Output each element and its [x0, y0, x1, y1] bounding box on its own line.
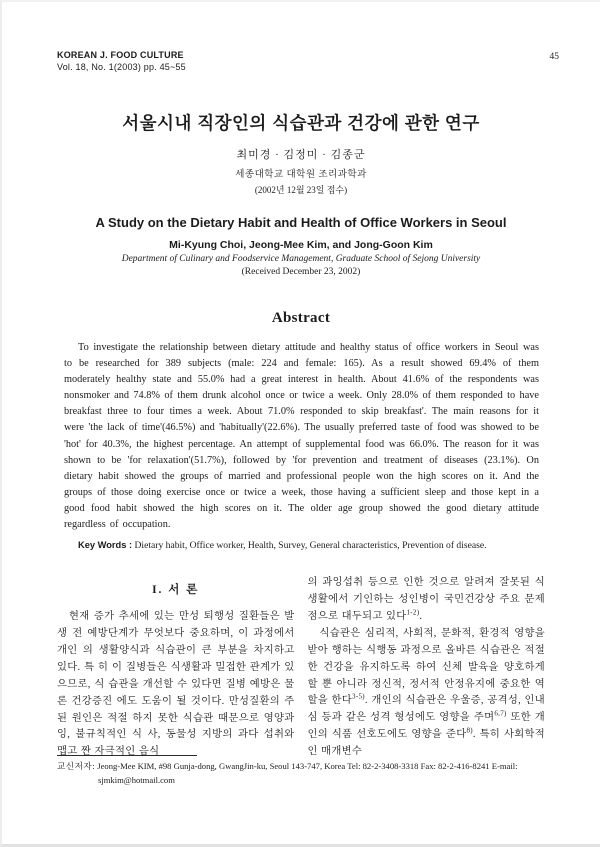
authors-korean: 최미경 · 김정미 · 김종군: [236, 149, 366, 161]
section-heading-introduction: I. 서 론: [152, 584, 200, 597]
page-number: 45: [549, 52, 559, 62]
introduction-paragraph-right-2: 식습관은 심리적, 사회적, 문화적, 환경적 영향을 받아 행하는 식행동 과정으로 올바른 식습관은 적절한 건강을 유지하도록 하여 신체 발육을 양호하게 할 뿐 아니라 정신적, 정서적 안정유지에 중요한 역할을 한다$^{3-5)}$. 개인의 식습관은 우울증, 공격성, 인내심 등과 같은 성격 형성에도 영향을 주며$^{6,7)}$ 또한 개인의 식품 선호도에도 영향을 준다$^{8)}$. 특히 사회학적인 매개변수: [307, 627, 545, 758]
corresponding-author-details: Jeong-Mee KIM, #98 Gunja-dong, GwangJin-ku, Seoul 143-747, Korea Tel: 82-2-3408-3318 Fax: 82-2-416-8241 E-mail: sjmkim@hotmail.com: [95, 761, 518, 785]
journal-header: [57, 50, 559, 72]
abstract-text: To investigate the relationship between dietary attitude and healthy status of office workers in Seoul was to be researched for 389 subjects (male: 224 and female: 165). As a result showed 69.4% of them moderately healthy state and 55.0% had a great interest in health. About 41.6% of the respondents was nonsmoker and 74.8% of them drunk alcohol once or twice a week. Only 28.0% of them responded to have breakfast three to four times a week. About 71.0% responded to skip breakfast'. The main reasons for it were 'the lack of time'(46.5%) and 'habitually'(22.6%). The usually preferred taste of food was showed to be 'hot' for 40.3%, the highest percentage. An attempt of supplemental food was 66.0%. The reason for it was shown to be 'for relaxation'(51.7%), followed by 'for prevention and treatment of diseases (23.1%). On dietary habit showed the groups of married and professional people won the high scores on it. And the groups of those doing exercise once or twice a week, those having a sufficient sleep and those kept in a good food habit showed the high scores on it. The older age group showed the good dietary attitude regardless of occupation.: [64, 342, 539, 531]
keywords-label: Key Words :: [78, 540, 133, 551]
corresponding-author-label: 교신저자:: [57, 761, 96, 771]
keywords-line: [64, 540, 539, 551]
keywords-text: Dietary habit, Office worker, Health, Survey, General characteristics, Prevention of disease.: [134, 540, 487, 552]
received-date-english: (Received December 23, 2002): [241, 267, 361, 277]
right-column: [308, 575, 546, 761]
introduction-paragraph-right-1: 의 과잉섭취 등으로 인한 것으로 알려져 잘못된 식생활에서 기인하는 성인병이 국민건강상 주요 문제점으로 대두되고 있다$^{1-2)}$.: [307, 577, 545, 622]
introduction-paragraph-left: 현재 증가 추세에 있는 만성 퇴행성 질환들은 발생 전 예방단계가 무엇보다 중요하며, 이 과정에서 개인 의 생활양식과 식습관이 큰 부분을 차지하고 있다. 특 히 이 질병들은 식생활과 밀접한 관계가 있으므로, 식 습관을 개선할 수 있다면 질병 예방은 물론 건강증진 에도 도움이 될 것이다. 만성질환의 주된 원인은 적절 하지 못한 식습관 때문으로 영양과잉, 불규칙적인 식 사, 동물성 지방의 과다 섭취와 맵고 짠 자극적인 음식: [57, 611, 295, 758]
affiliation-korean: 세종대학교 대학원 조리과학과: [235, 170, 367, 180]
journal-volume-info: Vol. 18, No. 1(2003) pp. 45~55: [57, 62, 186, 72]
abstract-heading: Abstract: [271, 310, 331, 326]
footnote-divider: [57, 755, 197, 756]
corresponding-author-info: [57, 760, 550, 787]
affiliation-english: Department of Culinary and Foodservice Management, Graduate School of Sejong University: [121, 254, 481, 264]
authors-english: Mi-Kyung Choi, Jeong-Mee Kim, and Jong-Goon Kim: [169, 239, 433, 251]
article-title-korean: 서울시내 직장인의 식습관과 건강에 관한 연구: [122, 113, 480, 133]
journal-name: KOREAN J. FOOD CULTURE: [57, 50, 184, 60]
correspondence-footnote: [57, 755, 550, 787]
received-date-korean: (2002년 12월 23일 접수): [254, 185, 348, 195]
article-title-english: A Study on the Dietary Habit and Health of Office Workers in Seoul: [95, 215, 507, 230]
left-column: [57, 575, 295, 761]
two-column-body: [57, 575, 545, 761]
